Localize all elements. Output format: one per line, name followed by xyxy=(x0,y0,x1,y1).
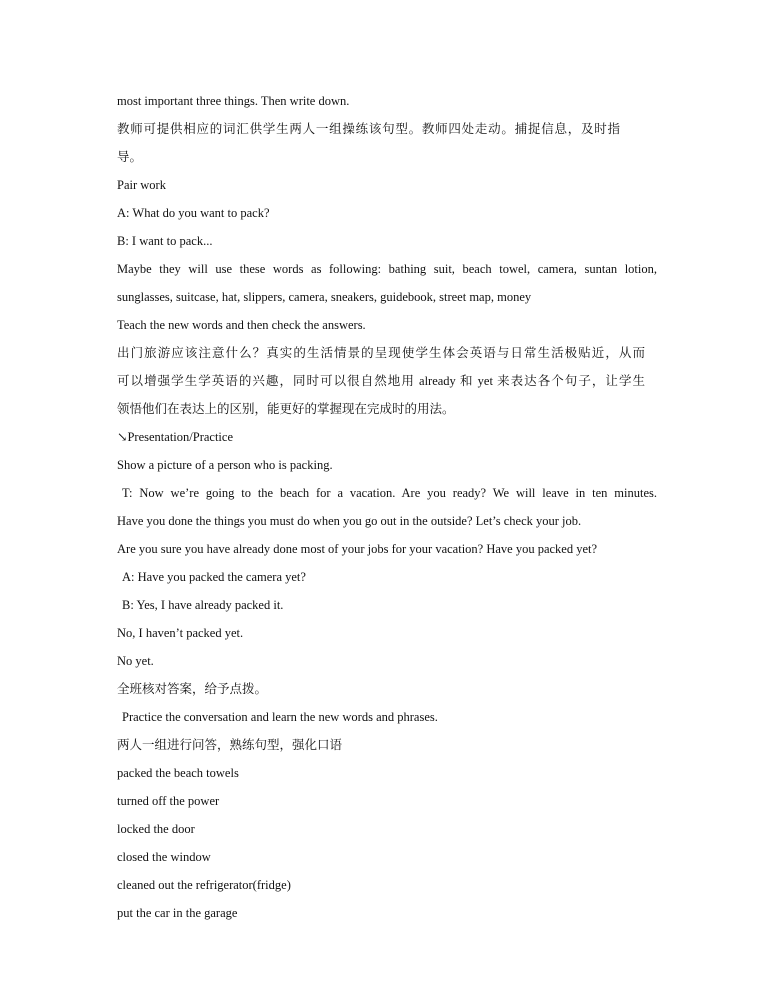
text-line: Are you sure you have already done most of your jobs for your vacation? Have you packed yet? xyxy=(117,542,598,556)
text-line: sunglasses, suitcase, hat, slippers, camera, sneakers, guidebook, street map, money xyxy=(117,290,532,304)
text-line: Teach the new words and then check the answers. xyxy=(117,318,366,332)
text-line: 教师可提供相应的词汇供学生两人一组操练该句型。教师四处走动。捕捉信息，及时指 xyxy=(117,122,620,136)
text-line: B: Yes, I have already packed it. xyxy=(122,598,284,612)
text-line: No, I haven’t packed yet. xyxy=(117,626,244,640)
text-line: B: I want to pack... xyxy=(117,234,213,248)
text-line: A: What do you want to pack? xyxy=(117,206,270,220)
list-item: cleaned out the refrigerator(fridge) xyxy=(117,878,291,892)
text-line: T: Now we’re going to the beach for a vacation. Are you ready? We will leave in ten minutes. xyxy=(122,486,657,500)
text-line: most important three things. Then write down. xyxy=(117,94,350,108)
text-line: Practice the conversation and learn the new words and phrases. xyxy=(122,710,438,724)
text-line: Show a picture of a person who is packing. xyxy=(117,458,333,472)
text-line: 出门旅游应该注意什么？真实的生活情景的呈现使学生体会英语与日常生活极贴近，从而 xyxy=(117,346,645,360)
list-item: turned off the power xyxy=(117,794,220,808)
text-line: 可以增强学生学英语的兴趣，同时可以很自然地用 already 和 yet 来表达各个句子，让学生 xyxy=(117,374,645,388)
text-line: A: Have you packed the camera yet? xyxy=(122,570,306,584)
list-item: locked the door xyxy=(117,822,195,836)
list-item: put the car in the garage xyxy=(117,906,238,920)
text-line: Maybe they will use these words as following: bathing suit, beach towel, camera, suntan lotion, xyxy=(117,262,657,276)
text-line: 领悟他们在表达上的区别，能更好的掌握现在完成时的用法。 xyxy=(117,402,455,416)
list-item: closed the window xyxy=(117,850,211,864)
section-heading: ↘Presentation/Practice xyxy=(117,430,233,444)
text-line: No yet. xyxy=(117,654,154,668)
text-line: Have you done the things you must do when you go out in the outside? Let’s check your job. xyxy=(117,514,582,528)
text-line: Pair work xyxy=(117,178,166,192)
list-item: packed the beach towels xyxy=(117,766,239,780)
text-line: 两人一组进行问答，熟练句型，强化口语 xyxy=(117,738,343,752)
text-line: 导。 xyxy=(117,150,143,164)
text-line: 全班核对答案，给予点拨。 xyxy=(117,682,268,696)
